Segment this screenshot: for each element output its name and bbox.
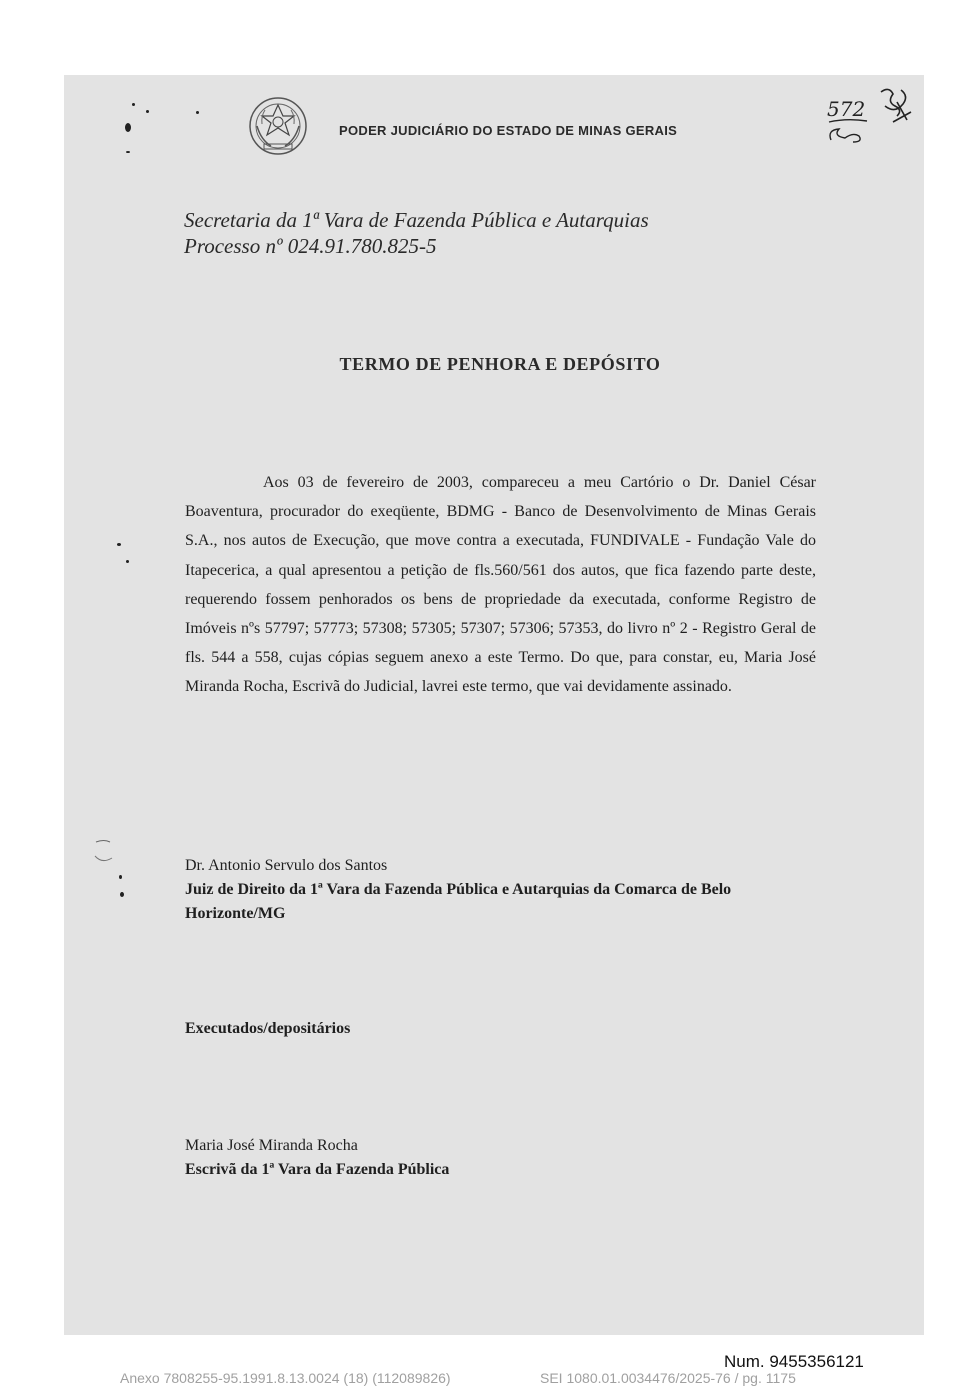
escriva-name: Maria José Miranda Rocha xyxy=(185,1137,358,1154)
document-title: TERMO DE PENHORA E DEPÓSITO xyxy=(339,354,661,374)
scan-speck xyxy=(125,123,131,132)
scan-speck xyxy=(146,110,149,113)
body-paragraph: Aos 03 de fevereiro de 2003, compareceu a meu Cartório o Dr. Daniel César Boaventura, procurador do exeqüente, BDMG - Banco de Desenvolvimento de Minas Gerais S.A., nos autos de Execução, que move contra a executada, FUNDIVALE - Fundação Vale do Itapecerica, a qual apresentou a petição de fls.560/561 dos autos, que fica fazendo parte deste, requerendo fossem penhorados os bens de propriedade da executada, conforme Registro de Imóveis nºs 57797; 57773; 57308; 57305; 57307; 57306; 57353, do livro nº 2 - Registro Geral de fls. 544 a 558, cujas cópias seguem anexo a este Termo. Do que, para constar, eu, Maria José Miranda Rocha, Escrivã do Judicial, lavrei este termo, que vai devidamente assinado. xyxy=(185,474,816,696)
scan-speck xyxy=(196,111,199,114)
handwritten-folio-number: 572 xyxy=(827,97,866,121)
escriva-role: Escrivã da 1ª Vara da Fazenda Pública xyxy=(185,1161,450,1178)
judge-name: Dr. Antonio Servulo dos Santos xyxy=(185,857,388,874)
judge-role: Juiz de Direito da 1ª Vara da Fazenda Pública e Autarquias da Comarca de Belo Horizonte/MG xyxy=(185,881,732,922)
handwritten-folio-mark xyxy=(823,84,915,154)
scan-speck xyxy=(117,543,121,546)
scan-speck xyxy=(126,560,129,563)
scan-speck xyxy=(126,151,130,153)
scan-mark xyxy=(92,838,118,868)
scan-speck xyxy=(120,892,124,897)
process-number: Processo nº 024.91.780.825-5 xyxy=(184,234,437,258)
executados-label: Executados/depositários xyxy=(185,1020,351,1037)
scan-speck xyxy=(119,875,122,879)
secretaria-block xyxy=(184,207,649,259)
escriva-signature-block xyxy=(185,1134,449,1182)
institution-header: PODER JUDICIÁRIO DO ESTADO DE MINAS GERAIS xyxy=(339,123,678,138)
document-body xyxy=(185,468,816,702)
judge-signature-block xyxy=(185,854,820,926)
scan-speck xyxy=(132,103,135,106)
coat-of-arms-icon xyxy=(247,96,309,156)
footer-sei-page: SEI 1080.01.0034476/2025-76 / pg. 1175 xyxy=(540,1370,796,1386)
footer-anexo: Anexo 7808255-95.1991.8.13.0024 (18) (112089826) xyxy=(120,1370,451,1386)
document-number: Num. 9455356121 xyxy=(724,1352,864,1371)
secretaria-name: Secretaria da 1ª Vara de Fazenda Pública e Autarquias xyxy=(184,208,649,232)
